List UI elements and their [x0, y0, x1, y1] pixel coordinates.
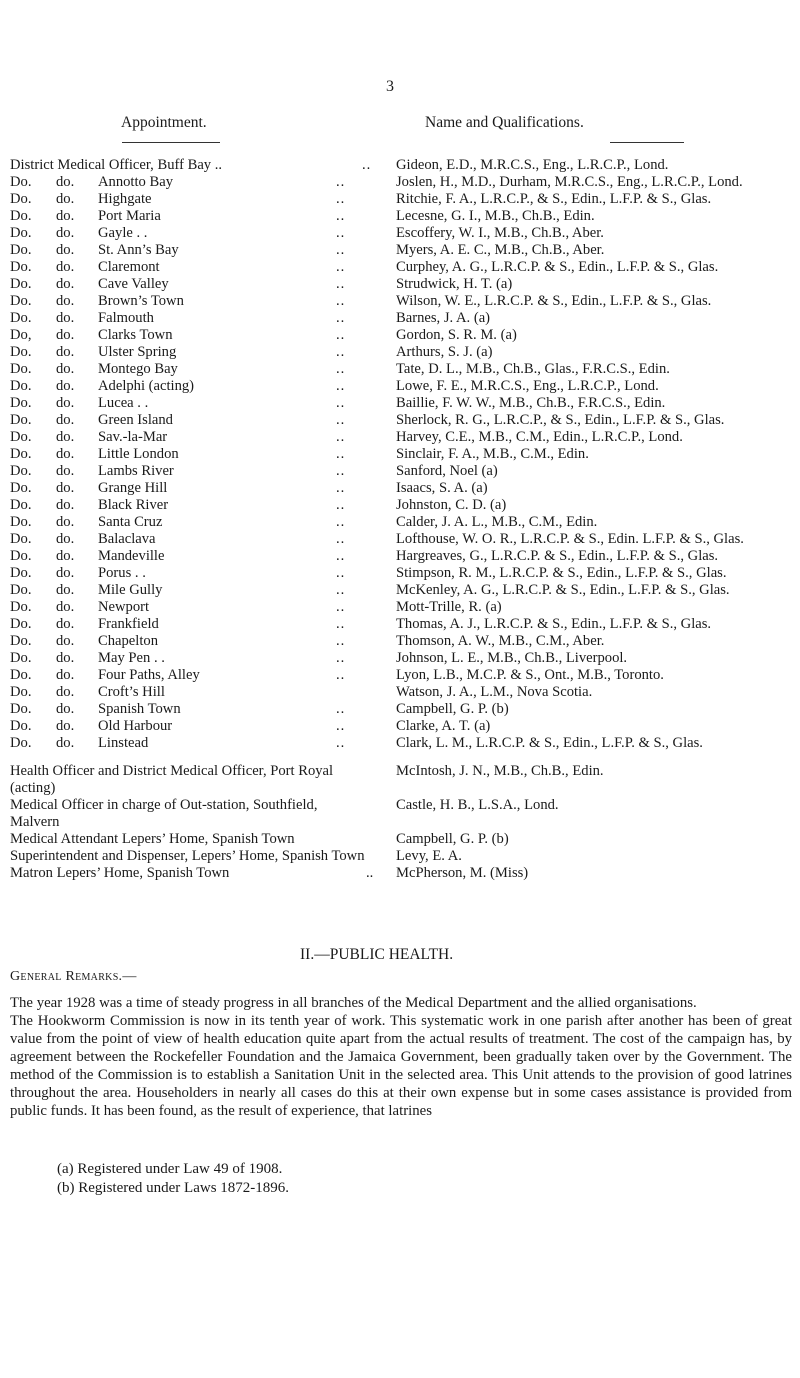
- officer-name: Lyon, L.B., M.C.P. & S., Ont., M.B., Toronto.: [396, 667, 664, 683]
- leader-dots: ..: [336, 395, 346, 411]
- table-row: [10, 344, 795, 361]
- ditto-mark: do.: [56, 293, 75, 309]
- station-name: May Pen . .: [98, 650, 165, 666]
- table-row: [10, 763, 795, 797]
- general-remarks-label: General Remarks.—: [10, 969, 137, 984]
- officer-name: Johnston, C. D. (a): [396, 497, 507, 513]
- table-row: [10, 633, 795, 650]
- table-row: [10, 395, 795, 412]
- ditto-mark: Do.: [10, 242, 32, 258]
- leader-dots: ..: [336, 497, 346, 513]
- ditto-mark: do.: [56, 565, 75, 581]
- ditto-mark: Do.: [10, 191, 32, 207]
- station-name: Port Maria: [98, 208, 161, 224]
- leader-dots: ..: [336, 259, 346, 275]
- ditto-mark: do.: [56, 650, 75, 666]
- ditto-mark: do.: [56, 599, 75, 615]
- station-name: Linstead: [98, 735, 149, 751]
- station-name: Highgate: [98, 191, 152, 207]
- officer-name: Watson, J. A., L.M., Nova Scotia.: [396, 684, 593, 700]
- table-row: [10, 259, 795, 276]
- officer-name: Lofthouse, W. O. R., L.R.C.P. & S., Edin. L.F.P. & S., Glas.: [396, 531, 744, 547]
- station-name: Falmouth: [98, 310, 154, 326]
- ditto-mark: Do.: [10, 565, 32, 581]
- ditto-mark: do.: [56, 480, 75, 496]
- ditto-mark: Do.: [10, 650, 32, 666]
- footnote: (b) Registered under Laws 1872-1896.: [57, 1180, 290, 1196]
- leader-dots: ..: [336, 548, 346, 564]
- station-name: Little London: [98, 446, 179, 462]
- ditto-mark: Do.: [10, 174, 32, 190]
- table-row: [10, 446, 795, 463]
- ditto-mark: do.: [56, 242, 75, 258]
- ditto-mark: Do.: [10, 684, 32, 700]
- station-name: Ulster Spring: [98, 344, 177, 360]
- table-row: [10, 701, 795, 718]
- officer-name: Sinclair, F. A., M.B., C.M., Edin.: [396, 446, 589, 462]
- appointment-text: Medical Officer in charge of Out-station, Southfield, Malvern: [10, 797, 318, 830]
- officer-name: Isaacs, S. A. (a): [396, 480, 488, 496]
- ditto-mark: Do.: [10, 412, 32, 428]
- leader-dots: ..: [336, 276, 346, 292]
- officer-name: Harvey, C.E., M.B., C.M., Edin., L.R.C.P., Lond.: [396, 429, 683, 445]
- ditto-mark: Do,: [10, 327, 32, 343]
- station-name: Frankfield: [98, 616, 159, 632]
- station-name: Green Island: [98, 412, 173, 428]
- ditto-mark: do.: [56, 412, 75, 428]
- officer-name: Castle, H. B., L.S.A., Lond.: [396, 797, 559, 813]
- table-row: [10, 616, 795, 633]
- officer-name: Strudwick, H. T. (a): [396, 276, 513, 292]
- ditto-mark: do.: [56, 701, 75, 717]
- officer-name: Tate, D. L., M.B., Ch.B., Glas., F.R.C.S., Edin.: [396, 361, 670, 377]
- table-row: [10, 225, 795, 242]
- leader-dots: ..: [336, 531, 346, 547]
- officer-name: Curphey, A. G., L.R.C.P. & S., Edin., L.F.P. & S., Glas.: [396, 259, 719, 275]
- officer-name: Thomas, A. J., L.R.C.P. & S., Edin., L.F.P. & S., Glas.: [396, 616, 712, 632]
- ditto-mark: do.: [56, 276, 75, 292]
- station-name: Gayle . .: [98, 225, 148, 241]
- table-row: [10, 497, 795, 514]
- table-row: [10, 718, 795, 735]
- station-name: Chapelton: [98, 633, 158, 649]
- officer-name: Campbell, G. P. (b): [396, 831, 509, 847]
- officer-name: Mott-Trille, R. (a): [396, 599, 502, 615]
- ditto-mark: do.: [56, 327, 75, 343]
- officer-name: Myers, A. E. C., M.B., Ch.B., Aber.: [396, 242, 605, 258]
- station-name: Lucea . .: [98, 395, 149, 411]
- ditto-mark: do.: [56, 344, 75, 360]
- table-row: [10, 514, 795, 531]
- leader-dots: ..: [336, 480, 346, 496]
- officer-name: Sherlock, R. G., L.R.C.P., & S., Edin., L.F.P. & S., Glas.: [396, 412, 725, 428]
- ditto-mark: Do.: [10, 514, 32, 530]
- ditto-mark: do.: [56, 684, 75, 700]
- table-row: [10, 480, 795, 497]
- officer-name: Levy, E. A.: [396, 848, 462, 864]
- table-row: [10, 378, 795, 395]
- leader-dots: ..: [336, 242, 346, 258]
- table-row: [10, 650, 795, 667]
- ditto-mark: Do.: [10, 276, 32, 292]
- table-row: [10, 157, 795, 174]
- ditto-mark: Do.: [10, 463, 32, 479]
- ditto-mark: do.: [56, 718, 75, 734]
- ditto-mark: Do.: [10, 446, 32, 462]
- ditto-mark: do.: [56, 191, 75, 207]
- leader-dots: ..: [336, 293, 346, 309]
- table-row: [10, 848, 795, 865]
- ditto-mark: Do.: [10, 361, 32, 377]
- officer-name: Ritchie, F. A., L.R.C.P., & S., Edin., L.F.P. & S., Glas.: [396, 191, 712, 207]
- table-row: [10, 735, 795, 752]
- station-name: Mile Gully: [98, 582, 163, 598]
- footnote: (a) Registered under Law 49 of 1908.: [57, 1161, 283, 1177]
- ditto-mark: do.: [56, 310, 75, 326]
- table-row: [10, 463, 795, 480]
- officer-name: Lecesne, G. I., M.B., Ch.B., Edin.: [396, 208, 595, 224]
- table-row: [10, 797, 795, 831]
- leader-dots: ..: [336, 667, 346, 683]
- ditto-mark: Do.: [10, 548, 32, 564]
- ditto-mark: do.: [56, 446, 75, 462]
- officer-name: Calder, J. A. L., M.B., C.M., Edin.: [396, 514, 598, 530]
- ditto-mark: do.: [56, 531, 75, 547]
- leader-dots: ..: [336, 446, 346, 462]
- ditto-mark: do.: [56, 429, 75, 445]
- ditto-mark: Do.: [10, 735, 32, 751]
- ditto-mark: Do.: [10, 633, 32, 649]
- leader-dots: ..: [336, 701, 346, 717]
- table-row: [10, 684, 795, 701]
- ditto-mark: Do.: [10, 395, 32, 411]
- leader-dots: ..: [336, 565, 346, 581]
- ditto-mark: do.: [56, 395, 75, 411]
- leader-dots: ..: [336, 208, 346, 224]
- ditto-mark: Do.: [10, 667, 32, 683]
- appointment-text: Health Officer and District Medical Officer, Port Royal (acting): [10, 763, 334, 796]
- leader-dots: ..: [336, 616, 346, 632]
- station-name: Newport: [98, 599, 150, 615]
- officer-name: Baillie, F. W. W., M.B., Ch.B., F.R.C.S., Edin.: [396, 395, 666, 411]
- ditto-mark: do.: [56, 514, 75, 530]
- officer-name: Campbell, G. P. (b): [396, 701, 509, 717]
- leader-dots: ..: [336, 412, 346, 428]
- officer-name: Lowe, F. E., M.R.C.S., Eng., L.R.C.P., Lond.: [396, 378, 659, 394]
- ditto-mark: do.: [56, 463, 75, 479]
- ditto-mark: do.: [56, 633, 75, 649]
- page-number: 3: [386, 78, 394, 95]
- ditto-mark: do.: [56, 361, 75, 377]
- leader-dots: ..: [336, 174, 346, 190]
- leader-dots: [366, 831, 396, 848]
- ditto-mark: Do.: [10, 531, 32, 547]
- table-row: [10, 582, 795, 599]
- leader-dots: ..: [336, 735, 346, 751]
- header-name-qualifications: Name and Qualifications.: [425, 114, 584, 131]
- table-row: [10, 310, 795, 327]
- leader-dots: ..: [336, 429, 346, 445]
- officer-name: McPherson, M. (Miss): [396, 865, 529, 881]
- ditto-mark: Do.: [10, 429, 32, 445]
- appointment-text: Medical Attendant Lepers’ Home, Spanish Town: [10, 831, 295, 847]
- leader-dots: ..: [336, 650, 346, 666]
- station-name: Santa Cruz: [98, 514, 163, 530]
- leader-dots: ..: [336, 463, 346, 479]
- station-name: Croft’s Hill: [98, 684, 165, 700]
- header-rule-left: [122, 142, 220, 143]
- station-name: Grange Hill: [98, 480, 168, 496]
- ditto-mark: Do.: [10, 208, 32, 224]
- officer-name: Wilson, W. E., L.R.C.P. & S., Edin., L.F.P. & S., Glas.: [396, 293, 712, 309]
- ditto-mark: Do.: [10, 378, 32, 394]
- ditto-mark: Do.: [10, 497, 32, 513]
- officer-name: Gideon, E.D., M.R.C.S., Eng., L.R.C.P., Lond.: [396, 157, 669, 173]
- station-name: Adelphi (acting): [98, 378, 195, 394]
- leader-dots: ..: [336, 633, 346, 649]
- table-row: [10, 412, 795, 429]
- leader-dots: ..: [336, 361, 346, 377]
- station-name: Spanish Town: [98, 701, 181, 717]
- table-row: [10, 429, 795, 446]
- ditto-mark: Do.: [10, 225, 32, 241]
- appointment-text: District Medical Officer, Buff Bay ..: [10, 157, 223, 173]
- officer-name: Escoffery, W. I., M.B., Ch.B., Aber.: [396, 225, 604, 241]
- leader-dots: [366, 763, 396, 797]
- table-row: [10, 191, 795, 208]
- officer-name: Barnes, J. A. (a): [396, 310, 491, 326]
- footnotes: [57, 1160, 289, 1198]
- station-name: Annotto Bay: [98, 174, 173, 190]
- leader-dots: [366, 797, 396, 831]
- station-name: Lambs River: [98, 463, 174, 479]
- ditto-mark: do.: [56, 582, 75, 598]
- leader-dots: ..: [336, 191, 346, 207]
- header-appointment: Appointment.: [121, 114, 207, 131]
- ditto-mark: do.: [56, 497, 75, 513]
- table-row: [10, 174, 795, 191]
- table-row: [10, 208, 795, 225]
- table-row: [10, 276, 795, 293]
- officer-name: Clark, L. M., L.R.C.P. & S., Edin., L.F.P. & S., Glas.: [396, 735, 703, 751]
- leader-dots: ..: [366, 865, 374, 881]
- body-text: [10, 994, 792, 1120]
- station-name: Clarks Town: [98, 327, 173, 343]
- ditto-mark: do.: [56, 667, 75, 683]
- ditto-mark: do.: [56, 208, 75, 224]
- ditto-mark: Do.: [10, 480, 32, 496]
- leader-dots: ..: [336, 327, 346, 343]
- station-name: Porus . .: [98, 565, 146, 581]
- paragraph: The year 1928 was a time of steady progress in all branches of the Medical Department and the allied organisations.: [10, 995, 697, 1011]
- station-name: Black River: [98, 497, 169, 513]
- ditto-mark: Do.: [10, 599, 32, 615]
- table-row: [10, 565, 795, 582]
- leader-dots: ..: [336, 599, 346, 615]
- leader-dots: ..: [336, 310, 346, 326]
- officer-name: Thomson, A. W., M.B., C.M., Aber.: [396, 633, 605, 649]
- ditto-mark: Do.: [10, 344, 32, 360]
- officer-name: Gordon, S. R. M. (a): [396, 327, 517, 343]
- ditto-mark: Do.: [10, 293, 32, 309]
- ditto-mark: Do.: [10, 582, 32, 598]
- station-name: Balaclava: [98, 531, 156, 547]
- leader-dots: [366, 848, 396, 865]
- officer-name: Stimpson, R. M., L.R.C.P. & S., Edin., L.F.P. & S., Glas.: [396, 565, 727, 581]
- table-row: [10, 242, 795, 259]
- ditto-mark: do.: [56, 548, 75, 564]
- station-name: Four Paths, Alley: [98, 667, 200, 683]
- station-name: Cave Valley: [98, 276, 169, 292]
- officer-name: Sanford, Noel (a): [396, 463, 498, 479]
- table-row: [10, 831, 795, 848]
- station-name: Sav.-la-Mar: [98, 429, 168, 445]
- ditto-mark: Do.: [10, 310, 32, 326]
- ditto-mark: Do.: [10, 701, 32, 717]
- officer-name: McKenley, A. G., L.R.C.P. & S., Edin., L.F.P. & S., Glas.: [396, 582, 730, 598]
- station-name: Mandeville: [98, 548, 165, 564]
- leader-dots: ..: [336, 225, 346, 241]
- table-row: [10, 548, 795, 565]
- table-row: [10, 667, 795, 684]
- station-name: Brown’s Town: [98, 293, 184, 309]
- leader-dots: ..: [336, 344, 346, 360]
- appointment-text: Superintendent and Dispenser, Lepers’ Home, Spanish Town: [10, 848, 365, 864]
- table-row: [10, 293, 795, 310]
- station-name: Old Harbour: [98, 718, 173, 734]
- table-row: [10, 599, 795, 616]
- paragraph: The Hookworm Commission is now in its tenth year of work. This systematic work in one parish after another has been of great value from the point of view of health education quite apart from the actual results of treatment. The cost of the campaign has, by agreement between the Rockefeller Foundation and the Jamaica Government, been gradually taken over by the Government. The method of the Commission is to establish a Sanitation Unit in the selected area. This Unit attends to the provision of good latrines throughout the area. Householders in nearly all cases do this at their own expense but in some cases assistance is provided from public funds. It has been found, as the result of experience, that latrines: [10, 1013, 792, 1119]
- table-row: [10, 531, 795, 548]
- officer-name: McIntosh, J. N., M.B., Ch.B., Edin.: [396, 763, 604, 779]
- officer-name: Arthurs, S. J. (a): [396, 344, 493, 360]
- officer-name: Hargreaves, G., L.R.C.P. & S., Edin., L.F.P. & S., Glas.: [396, 548, 719, 564]
- ditto-mark: Do.: [10, 616, 32, 632]
- ditto-mark: do.: [56, 616, 75, 632]
- officer-name: Joslen, H., M.D., Durham, M.R.C.S., Eng., L.R.C.P., Lond.: [396, 174, 743, 190]
- ditto-mark: do.: [56, 378, 75, 394]
- leader-dots: ..: [362, 157, 372, 173]
- officer-name: Clarke, A. T. (a): [396, 718, 491, 734]
- table-row: [10, 865, 795, 882]
- officer-name: Johnson, L. E., M.B., Ch.B., Liverpool.: [396, 650, 628, 666]
- header-rule-right: [610, 142, 684, 143]
- ditto-mark: do.: [56, 174, 75, 190]
- table-row: [10, 361, 795, 378]
- station-name: St. Ann’s Bay: [98, 242, 179, 258]
- appointments-table: [10, 157, 795, 882]
- station-name: Claremont: [98, 259, 160, 275]
- ditto-mark: Do.: [10, 259, 32, 275]
- leader-dots: ..: [336, 718, 346, 734]
- leader-dots: ..: [336, 378, 346, 394]
- leader-dots: ..: [336, 514, 346, 530]
- table-gap: [10, 752, 795, 763]
- ditto-mark: do.: [56, 735, 75, 751]
- station-name: Montego Bay: [98, 361, 178, 377]
- section-title: II.—PUBLIC HEALTH.: [300, 946, 454, 963]
- ditto-mark: Do.: [10, 718, 32, 734]
- ditto-mark: do.: [56, 259, 75, 275]
- appointment-text: Matron Lepers’ Home, Spanish Town: [10, 865, 230, 881]
- leader-dots: ..: [336, 582, 346, 598]
- table-row: [10, 327, 795, 344]
- ditto-mark: do.: [56, 225, 75, 241]
